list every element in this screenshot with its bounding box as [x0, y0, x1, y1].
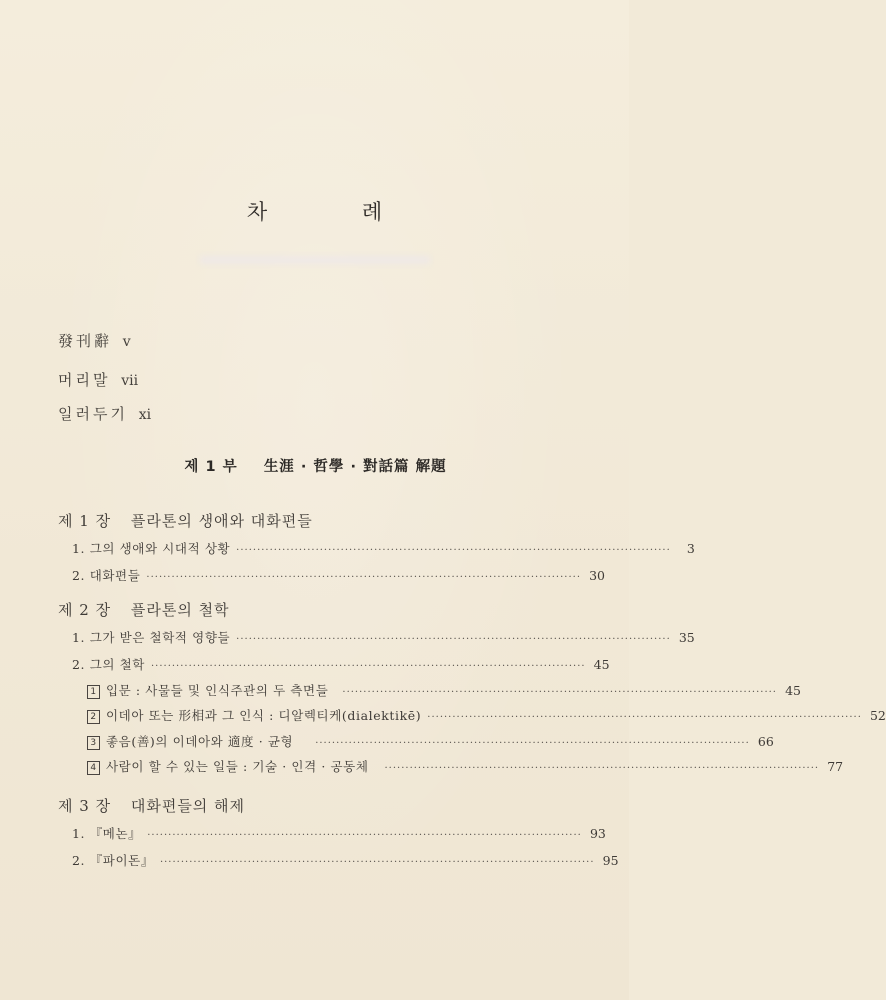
- toc-subentry-text: 이데아 또는 形相과 그 인식 : 디알렉티케(dialektikē): [106, 708, 422, 723]
- toc-entry-page: 3: [686, 541, 695, 556]
- toc-entry-page: 30: [589, 568, 605, 583]
- front-matter-item[interactable]: [58, 330, 131, 351]
- toc-subentry-text: 사람이 할 수 있는 일들 : 기술 · 인격 · 공동체: [106, 759, 369, 774]
- chapter-number: 제 3 장: [58, 797, 112, 815]
- page-title: 차 례: [246, 200, 427, 224]
- toc-subentry-label: [87, 757, 369, 775]
- toc-subentry[interactable]: [87, 681, 801, 699]
- dot-leader: ········································································································: [159, 857, 595, 868]
- toc-entry-label: 2. 『파이돈』: [72, 853, 154, 868]
- chapter-title: 플라톤의 철학: [130, 601, 230, 619]
- dot-leader: ········································································································: [384, 763, 820, 774]
- chapter-number: 제 2 장: [58, 601, 112, 619]
- toc-entry-label: 1. 그의 생애와 시대적 상황: [72, 541, 231, 556]
- front-matter-label: 머리말: [58, 371, 111, 389]
- boxed-number: 3: [87, 736, 100, 750]
- toc-subentry-label: [87, 706, 421, 724]
- front-matter-page: xi: [138, 407, 152, 423]
- dot-leader: ········································································································: [146, 572, 581, 583]
- part-heading: [0, 455, 629, 476]
- front-matter-item[interactable]: [58, 403, 151, 424]
- dot-leader: ········································································································: [315, 738, 750, 749]
- toc-entry-page: 45: [593, 657, 610, 672]
- toc-subentry[interactable]: [87, 732, 774, 750]
- chapter-title: 대화편들의 해제: [130, 797, 246, 815]
- front-matter-label: 일러두기: [58, 405, 128, 423]
- toc-entry[interactable]: [72, 851, 619, 869]
- toc-entry-page: 77: [827, 759, 844, 774]
- boxed-number: 1: [87, 685, 100, 699]
- toc-entry[interactable]: [72, 824, 606, 842]
- toc-subentry-text: 좋음(善)의 이데아와 適度 · 균형: [106, 734, 294, 749]
- front-matter-page: v: [122, 334, 131, 350]
- dot-leader: ········································································································: [342, 687, 777, 698]
- front-matter-label: 發刊辭: [58, 332, 113, 350]
- toc-entry-page: 35: [678, 630, 695, 645]
- chapter-heading[interactable]: [58, 510, 313, 531]
- chapter-heading[interactable]: [58, 599, 230, 620]
- boxed-number: 4: [87, 761, 100, 775]
- toc-entry-page: 45: [785, 683, 801, 698]
- toc-entry-label: 2. 대화편들: [72, 568, 141, 583]
- front-matter-item[interactable]: [58, 369, 138, 390]
- toc-entry[interactable]: [72, 655, 610, 673]
- toc-subentry[interactable]: [87, 706, 886, 724]
- part-number: 제 1 부: [184, 459, 238, 475]
- toc-entry-page: 52: [869, 708, 886, 723]
- dot-leader: ········································································································: [150, 661, 586, 672]
- dot-leader: ········································································································: [147, 830, 582, 841]
- part-title: 生涯 · 哲學 · 對話篇 解題: [263, 459, 447, 475]
- toc-entry[interactable]: [72, 566, 605, 584]
- toc-entry[interactable]: [72, 539, 695, 557]
- front-matter-page: vii: [121, 373, 139, 389]
- toc-subentry-label: [87, 732, 293, 750]
- paper-smudge: [200, 256, 430, 264]
- toc-entry-page: 95: [602, 853, 619, 868]
- chapter-number: 제 1 장: [58, 512, 112, 530]
- toc-entry-label: 2. 그의 철학: [72, 657, 145, 672]
- dot-leader: ········································································································: [236, 545, 671, 556]
- toc-entry-page: 93: [589, 826, 606, 841]
- toc-subentry-label: [87, 681, 328, 699]
- dot-leader: ········································································································: [236, 634, 671, 645]
- toc-subentry[interactable]: [87, 757, 844, 775]
- toc-entry[interactable]: [72, 628, 695, 646]
- toc-entry-page: 66: [757, 734, 774, 749]
- dot-leader: ········································································································: [427, 712, 862, 723]
- chapter-title: 플라톤의 생애와 대화편들: [130, 512, 313, 530]
- chapter-heading[interactable]: [58, 795, 245, 816]
- toc-entry-label: 1. 『메논』: [72, 826, 142, 841]
- boxed-number: 2: [87, 710, 100, 724]
- toc-subentry-text: 입문 : 사물들 및 인식주관의 두 측면들: [106, 683, 329, 698]
- toc-entry-label: 1. 그가 받은 철학적 영향들: [72, 630, 231, 645]
